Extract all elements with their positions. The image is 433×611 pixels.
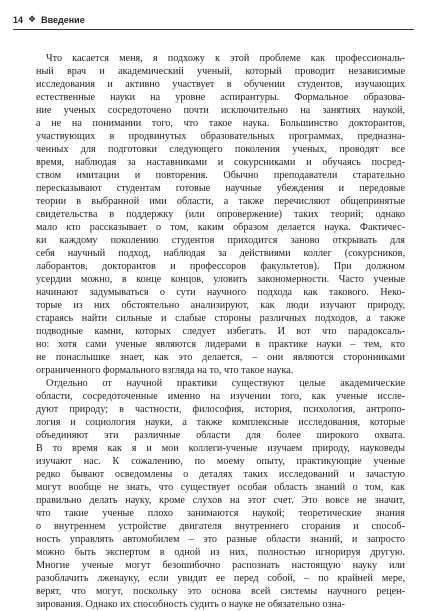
text-line: время, наблюдая за наставниками и сокурсниками и обучаясь посред- [36,157,405,168]
text-line: Отдельно от научной практики существуют целые академические [46,378,405,389]
text-line: участвующих в продвинутых образовательных программах, предназна- [36,131,405,142]
text-line: ством имитации и повторения. Обычно преподаватели старательно [36,170,405,181]
text-line: области, сосредоточенные именно на изучении того, как ученые иссле- [36,391,405,402]
text-line: дуют природу; в частности, философия, история, психология, антропо- [36,404,405,415]
text-line: свидетельства в поддержку (или опровержение) таких теорий; однако [36,209,405,220]
text-line: зирования. Однако их способность судить о науке не обязательно озна- [36,599,346,610]
text-line: объединяют эти различные области для более широкого охвата. [36,430,405,441]
text-line: ние ученых сосредоточено почти исключительно на занятиях наукой, [36,105,405,116]
text-line: мало кто рассказывает о том, каким образом делается наука. Фактичес- [36,222,405,233]
text-line: можно быть экспертом в одной из них, полностью игнорируя другую. [36,547,405,558]
text-line: Что касается меня, я подхожу к этой проблеме как профессиональ- [46,53,405,64]
text-line: торые из них обстоятельно анализируют, как люди изучают природу, [36,300,405,311]
text-line: ки каждому поколению студентов приходится заново открывать для [36,235,405,246]
text-line: Многие ученые могут безошибочно распознать настоящую науку или [36,560,405,571]
text-line: усердии можно, в конце концов, уловить закономерности. Часто ученые [36,274,405,285]
text-line: не понаслышке знает, как это делается, – они являются сторонниками [36,352,405,363]
text-line: себя научный подход, наблюдая за действиями коллег (сокурсников, [36,248,405,259]
text-line: логия и социология науки, а также комплексные исследования, которые [36,417,405,428]
text-line: а не на понимании того, что такое наука. Большинство докторантов, [36,118,405,129]
section-title: Введение [41,14,85,25]
text-line: теории в выбранной ими области, а также перечисляют общепринятые [36,196,405,207]
page-number: 14 [13,14,24,25]
text-line: могут вообще не знать, что существует особая область знаний о том, как [36,482,405,493]
header-rule [13,29,414,30]
text-line: подводные камни, которых следует избегать. И вот что парадоксаль- [36,326,405,337]
text-line: ограниченного формального взгляда на то, что такое наука. [36,365,294,376]
text-line: В то время как я и мои коллеги-ученые изучаем природу, науковеды [36,443,405,454]
running-header [13,14,85,25]
text-line: исследования и активно участвует в обучении студентов, изучающих [36,79,405,90]
text-line: о внутреннем устройстве двигателя внутреннего сгорания и способ- [36,521,405,532]
text-line: редко бывают осведомлены о деталях таких исследований и зачастую [36,469,405,480]
text-line: пересказывают студентам готовые научные убеждения и передовые [36,183,405,194]
text-line: ченных для подготовки следующего поколения ученых, проводят все [36,144,405,155]
text-line: ность управлять автомобилем – это разные области знаний, и запросто [36,534,405,545]
body-text [36,52,405,611]
text-line: но: хотя сами ученые являются лидерами в практике науки – тем, кто [36,339,405,350]
text-line: что такие ученые плохо занимаются наукой; теоретические знания [36,508,405,519]
text-line: начинают задумываться о сути научного подхода как такового. Неко- [36,287,405,298]
text-line: изучают нас. К сожалению, по моему опыту, практикующие ученые [36,456,405,467]
text-line: разоблачить лженауку, если увидят ее перед собой, – по крайней мере, [36,573,405,584]
text-line: стараясь найти сильные и слабые стороны различных подходов, а также [36,313,405,324]
text-line: правильно делать науку, кроме слухов на этот счет. Это вовсе не значит, [36,495,405,506]
text-line: ный врач и академический ученый, который проводит независимые [36,66,405,77]
ornament-separator-icon: ❖ [28,14,37,24]
text-line: естественные науки на уровне аспирантуры. Формальное образова- [36,92,405,103]
text-line: лаборантов, докторантов и профессоров факультетов). При должном [36,261,405,272]
text-line: верят, что могут, поскольку это основа всей системы научного рецен- [36,586,405,597]
